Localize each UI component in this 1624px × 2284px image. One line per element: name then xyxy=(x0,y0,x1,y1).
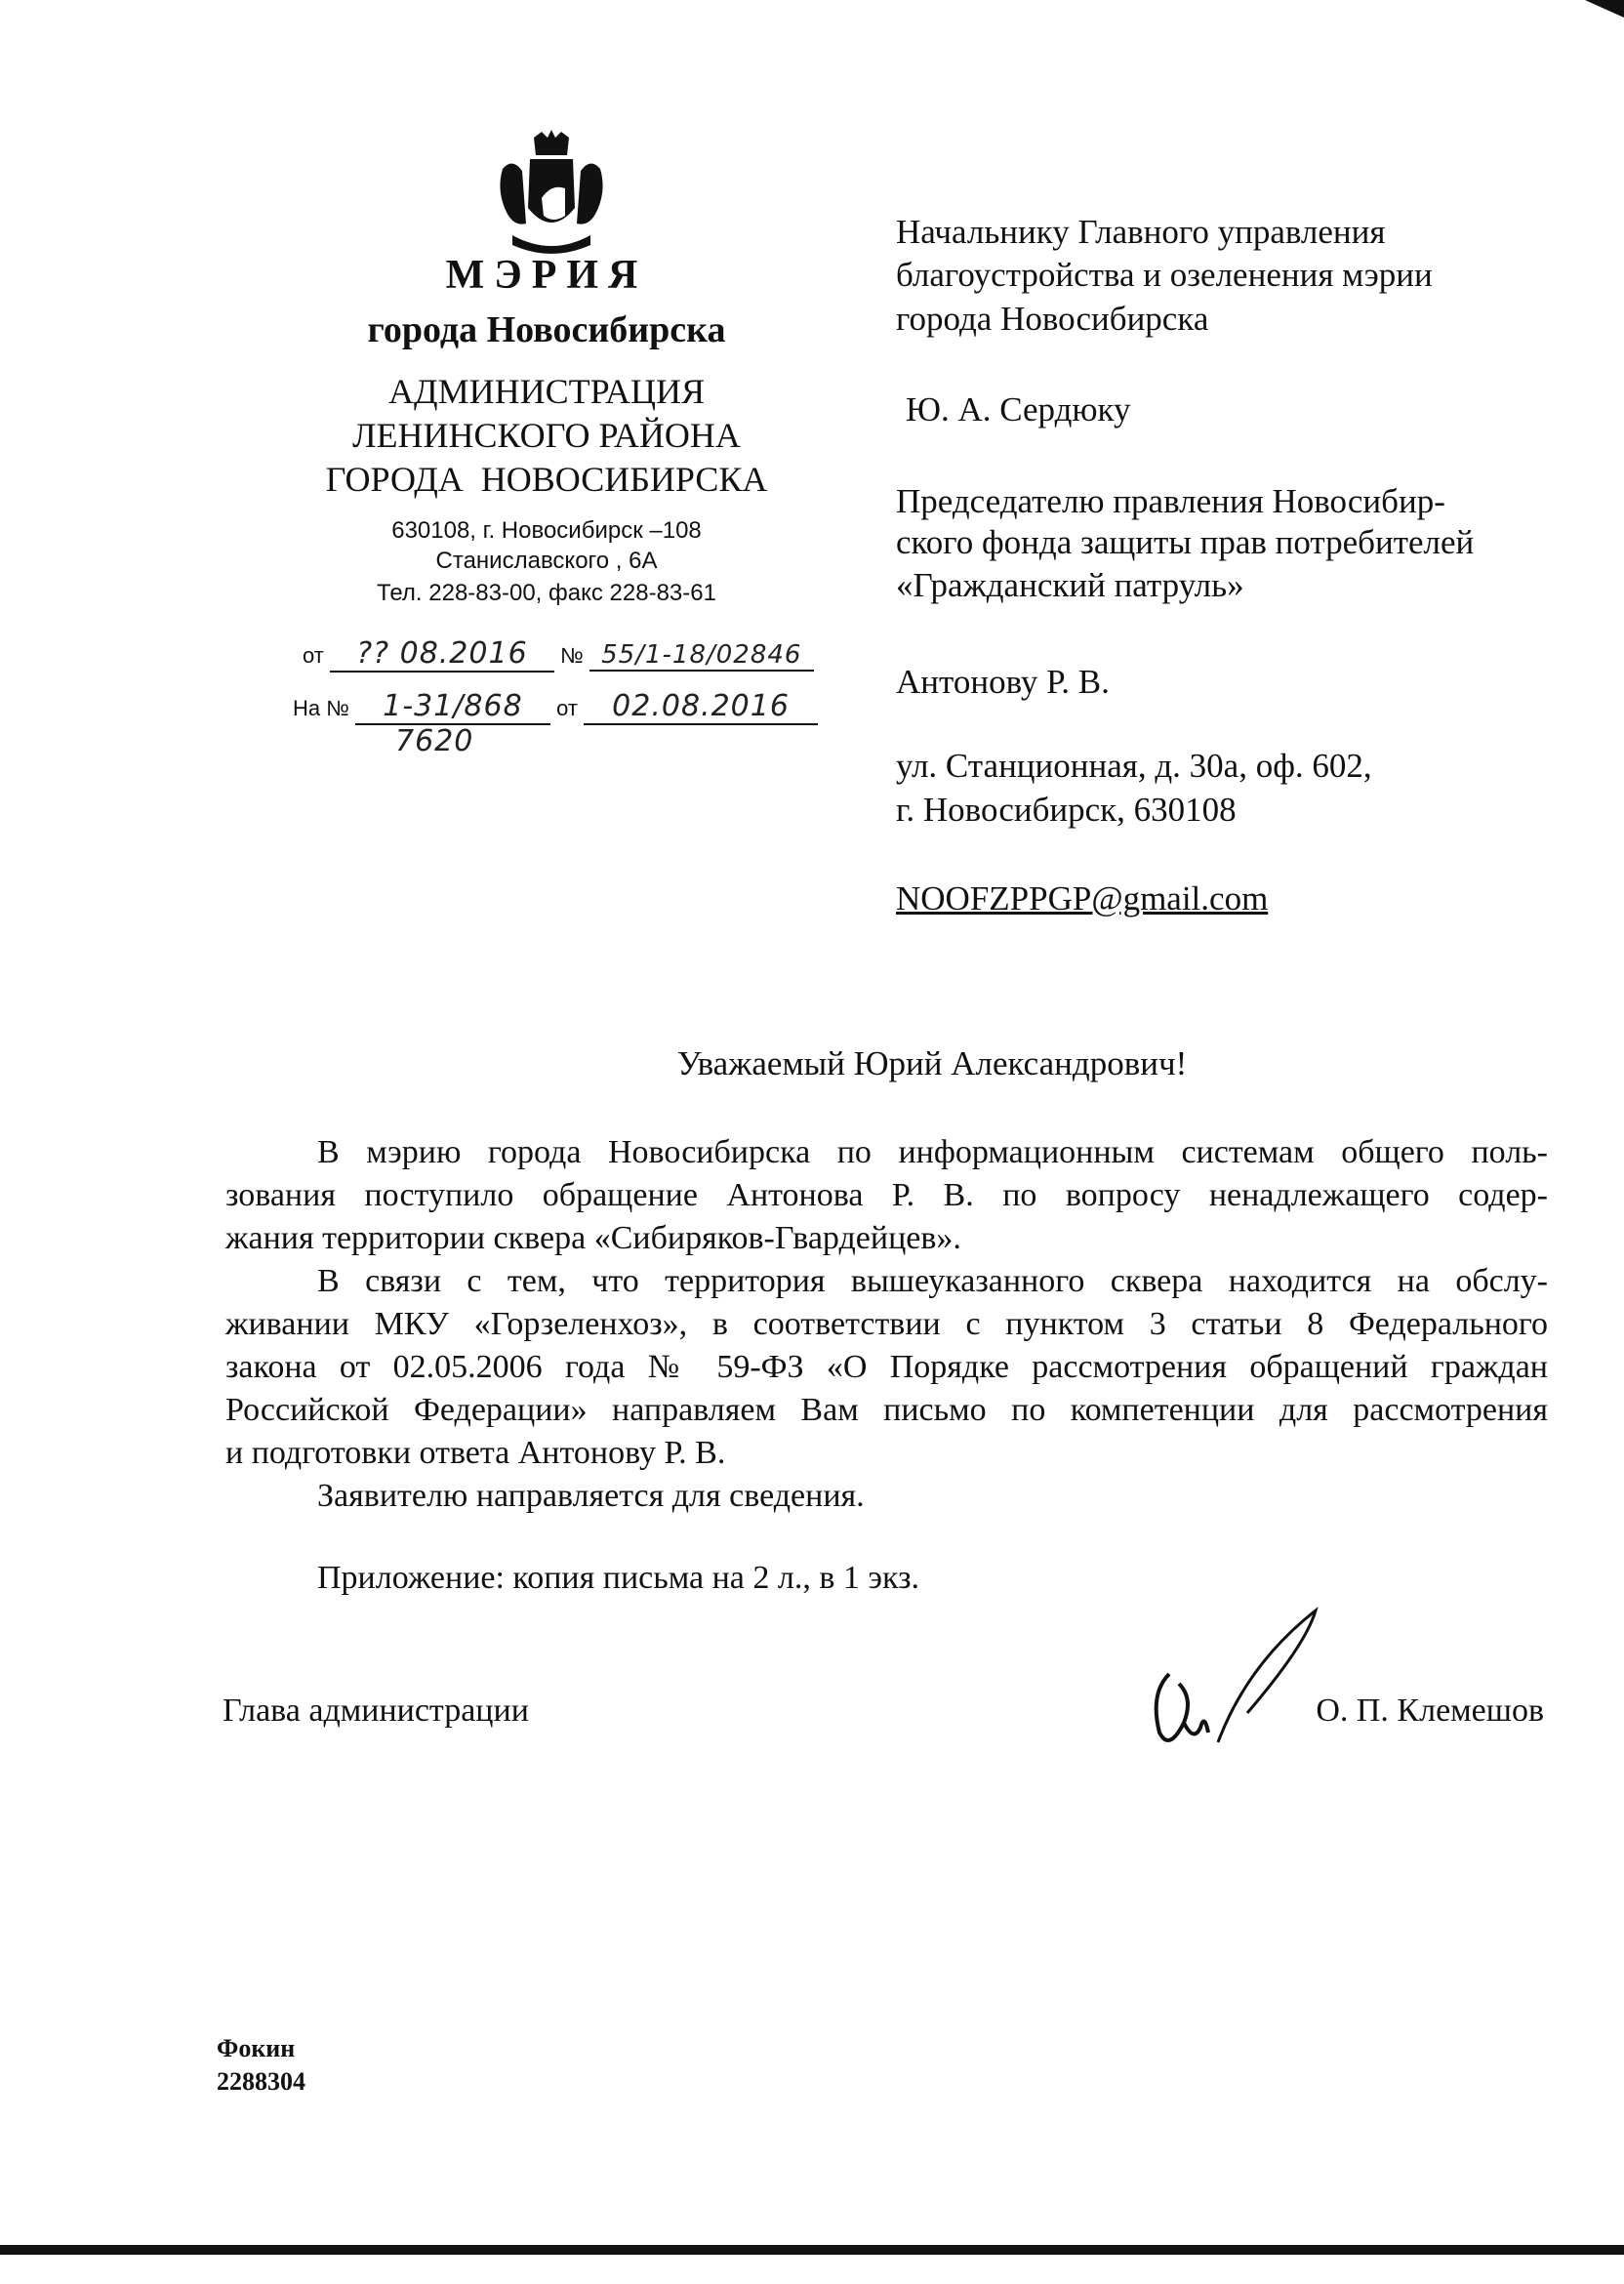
recipient1-name: Ю. А. Сердюку xyxy=(906,390,1131,428)
greeting: Уважаемый Юрий Александрович! xyxy=(676,1044,1188,1082)
reference-row xyxy=(293,689,818,725)
body-line: В мэрию города Новосибирска по информационным системам общего поль- xyxy=(317,1134,1548,1170)
recipient2-name: Антонову Р. В. xyxy=(896,663,1110,701)
handwritten-signature xyxy=(1140,1606,1335,1757)
admin-line-3: ГОРОДА НОВОСИБИРСКА xyxy=(325,460,768,499)
ref-label: На № xyxy=(293,696,349,720)
recipient1-line-2: благоустройства и озеленения мэрии xyxy=(896,256,1433,294)
mayor-office-title: МЭРИЯ xyxy=(445,253,648,298)
ref-date: 02.08.2016 xyxy=(584,689,818,725)
outgoing-date-row xyxy=(303,636,814,673)
body-line: зования поступило обращение Антонова Р. В. по вопросу ненадлежащего содер- xyxy=(225,1177,1548,1213)
coat-of-arms-emblem xyxy=(493,130,610,262)
body-line: В связи с тем, что территория вышеуказанного сквера находится на обслу- xyxy=(317,1263,1548,1299)
body-line: закона от 02.05.2006 года № 59-ФЗ «О Порядке рассмотрения обращений граждан xyxy=(225,1349,1548,1385)
executor-phone: 2288304 xyxy=(217,2067,305,2096)
scan-bottom-edge xyxy=(0,2245,1624,2255)
recipient2-address-2: г. Новосибирск, 630108 xyxy=(896,791,1237,829)
body-line: Заявителю направляется для сведения. xyxy=(317,1478,865,1514)
admin-line-1: АДМИНИСТРАЦИЯ xyxy=(388,372,705,411)
recipient2-line-3: «Гражданский патруль» xyxy=(896,566,1244,604)
admin-line-2: ЛЕНИНСКОГО РАЙОНА xyxy=(352,416,741,455)
recipient2-line-1: Председателю правления Новосибир- xyxy=(896,482,1445,520)
ref-extra-number: 7620 xyxy=(395,724,474,758)
body-line: живании МКУ «Горзеленхоз», в соответствии с пунктом 3 статьи 8 Федерального xyxy=(225,1306,1548,1342)
body-line: Российской Федерации» направляем Вам письмо по компетенции для рассмотрения xyxy=(225,1392,1548,1428)
recipient1-line-3: города Новосибирска xyxy=(896,300,1209,338)
signatory-name: О. П. Клемешов xyxy=(1316,1693,1544,1729)
recipient-email-link[interactable]: NOOFZPPGP@gmail.com xyxy=(896,879,1269,918)
number-label: № xyxy=(560,643,584,668)
body-line: жания территории сквера «Сибиряков-Гвардейцев». xyxy=(225,1220,961,1256)
outgoing-date: ?? 08.2016 xyxy=(330,636,554,673)
address-line-1: 630108, г. Новосибирск –108 xyxy=(391,517,702,544)
from-label: от xyxy=(303,643,324,668)
recipient1-line-1: Начальнику Главного управления xyxy=(896,213,1386,251)
address-line-3: Тел. 228-83-00, факс 228-83-61 xyxy=(377,580,716,606)
executor-name: Фокин xyxy=(217,2034,296,2062)
outgoing-number: 55/1-18/02846 xyxy=(589,640,814,672)
city-title: города Новосибирска xyxy=(367,309,726,350)
address-line-2: Станиславского , 6А xyxy=(435,548,658,574)
ref-from-label: от xyxy=(556,696,578,720)
ref-number: 1-31/868 xyxy=(355,689,550,725)
recipient2-address-1: ул. Станционная, д. 30а, оф. 602, xyxy=(896,747,1372,785)
attachment-note: Приложение: копия письма на 2 л., в 1 экз. xyxy=(317,1560,920,1596)
body-line: и подготовки ответа Антонову Р. В. xyxy=(225,1435,726,1471)
signatory-position: Глава администрации xyxy=(223,1693,529,1729)
recipient2-line-2: ского фонда защиты прав потребителей xyxy=(896,523,1475,561)
scan-bottom-area xyxy=(0,2255,1624,2284)
scan-top-right-corner xyxy=(1585,0,1624,18)
